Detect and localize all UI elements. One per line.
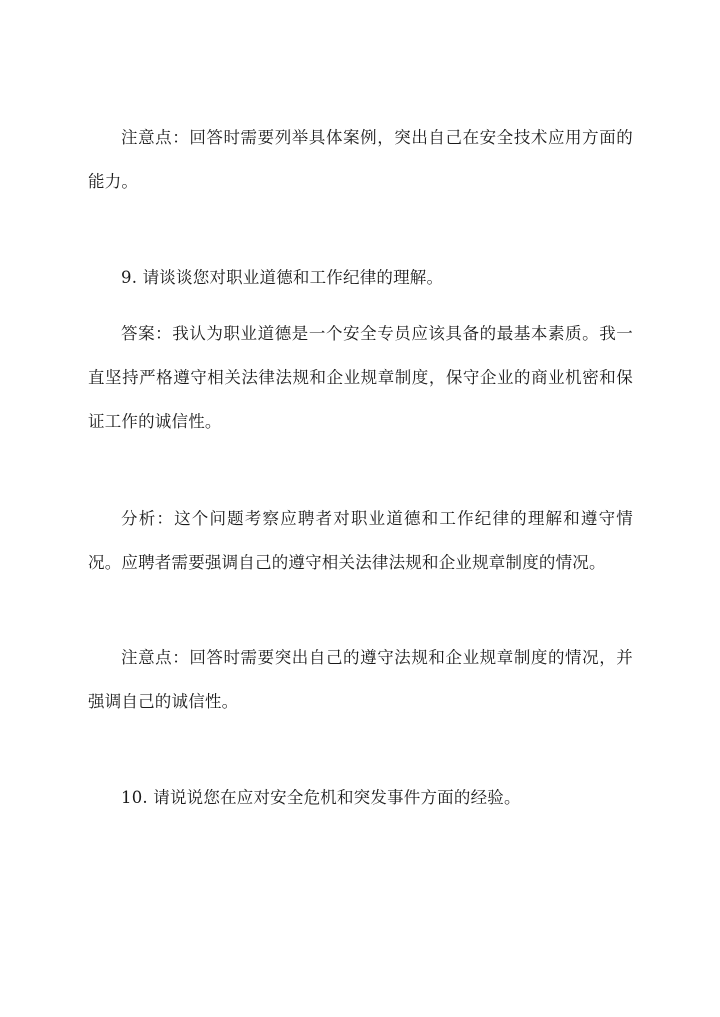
note-paragraph-2: 注意点：回答时需要突出自己的遵守法规和企业规章制度的情况，并强调自己的诚信性。 bbox=[88, 648, 633, 711]
question-10-heading: 10. 请说说您在应对安全危机和突发事件方面的经验。 bbox=[121, 788, 521, 807]
answer-paragraph: 答案：我认为职业道德是一个安全专员应该具备的最基本素质。我一直坚持严格遵守相关法律法规和企业规章制度，保守企业的商业机密和保证工作的诚信性。 bbox=[88, 324, 633, 431]
analysis-paragraph: 分析：这个问题考察应聘者对职业道德和工作纪律的理解和遵守情况。应聘者需要强调自己的遵守相关法律法规和企业规章制度的情况。 bbox=[88, 509, 633, 572]
note-paragraph: 注意点：回答时需要列举具体案例，突出自己在安全技术应用方面的能力。 bbox=[88, 128, 633, 191]
question-9-heading: 9. 请谈谈您对职业道德和工作纪律的理解。 bbox=[121, 268, 444, 287]
